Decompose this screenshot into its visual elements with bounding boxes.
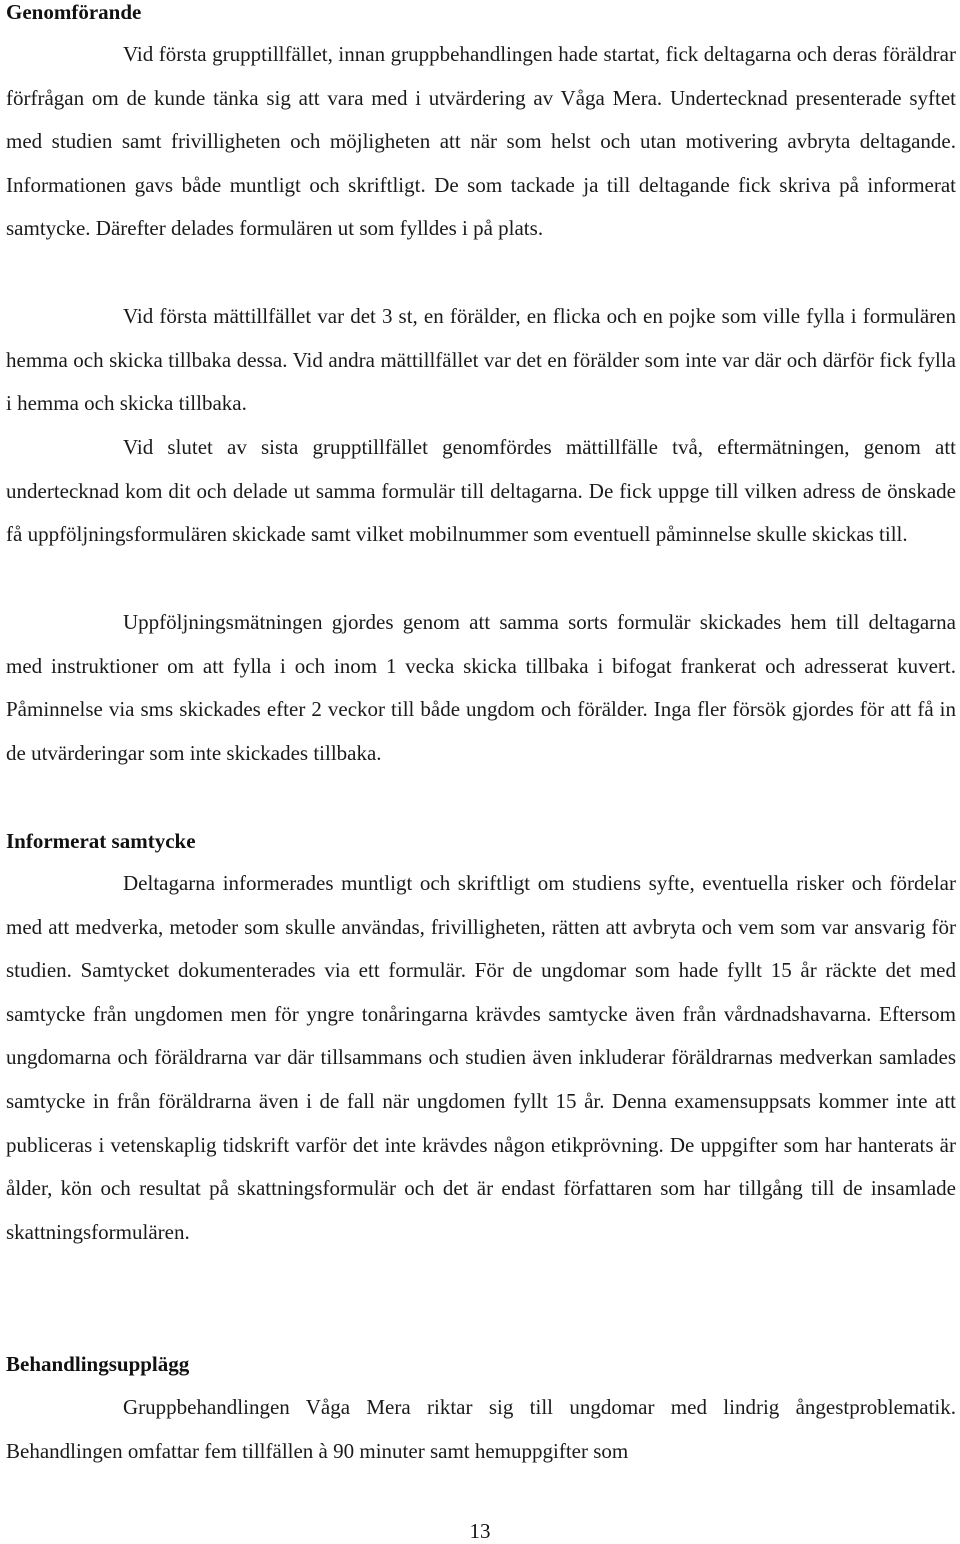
paragraph-behandlingsupplagg-1: Gruppbehandlingen Våga Mera riktar sig till ungdomar med lindrig ångestproblematik. Behandlingen omfattar fem tillfällen à 90 minuter samt hemuppgifter som	[6, 1395, 956, 1463]
section-heading-genomforande: Genomförande	[6, 0, 142, 24]
section-heading-informerat-samtycke: Informerat samtycke	[6, 829, 196, 853]
page-number: 13	[469, 1519, 491, 1543]
paragraph-genomforande-3: Vid slutet av sista grupptillfället genomfördes mättillfälle två, eftermätningen, genom att undertecknad kom dit och delade ut samma formulär till deltagarna. De fick uppge till vilken adress de önskade få uppföljningsformulären skickade samt vilket mobilnummer som eventuell påminnelse skulle skickas till.	[6, 435, 956, 547]
paragraph-genomforande-4: Uppföljningsmätningen gjordes genom att samma sorts formulär skickades hem till deltagarna med instruktioner om att fylla i och inom 1 vecka skicka tillbaka i bifogat frankerat och adresserat kuvert. Påminnelse via sms skickades efter 2 veckor till både ungdom och förälder. Inga fler försök gjordes för att få in de utvärderingar som inte skickades tillbaka.	[6, 610, 956, 765]
section-heading-behandlingsupplagg: Behandlingsupplägg	[6, 1352, 190, 1376]
paragraph-genomforande-2: Vid första mättillfället var det 3 st, en förälder, en flicka och en pojke som ville fylla i formulären hemma och skicka tillbaka dessa. Vid andra mättillfället var det en förälder som inte var där och därför fick fylla i hemma och skicka tillbaka.	[6, 304, 956, 416]
paragraph-informerat-samtycke-1: Deltagarna informerades muntligt och skriftligt om studiens syfte, eventuella risker och fördelar med att medverka, metoder som skulle användas, frivilligheten, rätten att avbryta och vem som var ansvarig för studien. Samtycket dokumenterades via ett formulär. För de ungdomar som hade fyllt 15 år räckte det med samtycke från ungdomen men för yngre tonåringarna krävdes samtycke även från vårdnadshavarna. Eftersom ungdomarna och föräldrarna var där tillsammans och studien även inkluderar föräldrarnas medverkan samlades samtycke in från föräldrarna även i de fall när ungdomen fyllt 15 år. Denna examensuppsats kommer inte att publiceras i vetenskaplig tidskrift varför det inte krävdes någon etikprövning. De uppgifter som har hanterats är ålder, kön och resultat på skattningsformulär och det är endast författaren som har tillgång till de insamlade skattningsformulären.	[6, 871, 956, 1244]
paragraph-genomforande-1: Vid första grupptillfället, innan gruppbehandlingen hade startat, fick deltagarna och deras föräldrar förfrågan om de kunde tänka sig att vara med i utvärdering av Våga Mera. Undertecknad presenterade syftet med studien samt frivilligheten och möjligheten att när som helst och utan motivering avbryta deltagande. Informationen gavs både muntligt och skriftligt. De som tackade ja till deltagande fick skriva på informerat samtycke. Därefter delades formulären ut som fylldes i på plats.	[6, 42, 956, 241]
